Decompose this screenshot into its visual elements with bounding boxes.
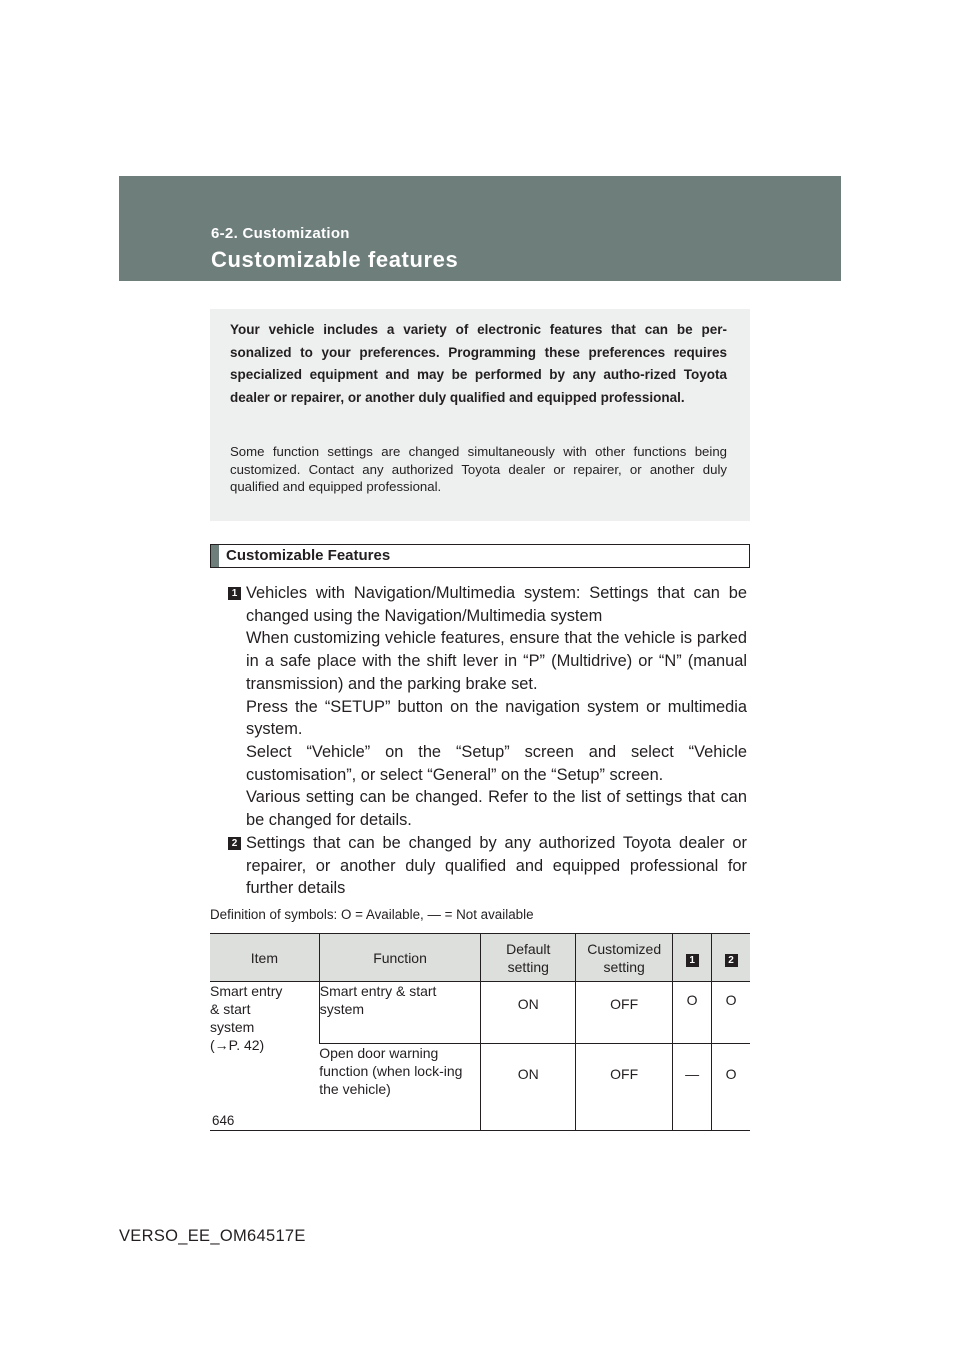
table-row (210, 982, 750, 1044)
customized-cell: OFF (576, 982, 673, 1044)
heading-bar (211, 545, 219, 567)
availability-cell-2: O (712, 1044, 750, 1131)
function-cell: Open door warning function (when lock-ing the vehicle) (319, 1044, 481, 1131)
availability-cell-2: O (712, 982, 750, 1044)
settings-table (210, 933, 750, 1131)
item-line: system (210, 1019, 255, 1035)
intro-note-text: Some function settings are changed simultaneously with other functions being customized. Contact any authorized Toyota dealer or repairer, or another duly qualified and equipped professional. (230, 444, 727, 495)
table-header-row (210, 934, 750, 982)
function-cell: Smart entry & start system (319, 982, 481, 1044)
item-line: & start (210, 1001, 251, 1017)
column-header-customized-text: Customized setting (587, 940, 662, 975)
availability-cell-1: O (673, 982, 712, 1044)
header-band (119, 176, 841, 281)
page-number: 646 (212, 1113, 235, 1128)
item-cell (210, 982, 319, 1131)
page-title: Customizable features (211, 247, 459, 272)
default-cell: ON (481, 982, 576, 1044)
list-paragraph: Settings that can be changed by any authorized Toyota dealer or repairer, or another duly qualified and equipped professional for further details (246, 834, 747, 898)
column-header-1 (673, 934, 712, 982)
list-item-2 (228, 832, 747, 900)
column-header-customized (576, 934, 673, 982)
number-1-icon: 1 (228, 587, 241, 600)
number-1-icon: 1 (686, 954, 699, 967)
section-heading-text: Customizable Features (226, 547, 391, 564)
section-label: 6-2. Customization (211, 225, 350, 242)
customized-cell: OFF (576, 1044, 673, 1131)
number-2-icon: 2 (725, 954, 738, 967)
column-header-2 (712, 934, 750, 982)
column-header-default (481, 934, 576, 982)
list-paragraph: Press the “SETUP” button on the navigation system or multimedia system. (246, 697, 747, 739)
intro-box (210, 309, 750, 521)
list-paragraph: Select “Vehicle” on the “Setup” screen and select “Vehicle customisation”, or select “General” on the “Setup” screen. (246, 742, 747, 784)
list-item-text (246, 832, 747, 900)
availability-cell-1: — (673, 1044, 712, 1131)
document-code: VERSO_EE_OM64517E (119, 1227, 306, 1245)
list-item-1 (228, 582, 747, 832)
list-paragraph: Various setting can be changed. Refer to the list of settings that can be changed for details. (246, 788, 747, 830)
column-header-function: Function (319, 934, 481, 982)
list-paragraph: When customizing vehicle features, ensure that the vehicle is parked in a safe place with the shift lever in “P” (Multidrive) or “N” (manual transmission) and the parking brake set. (246, 629, 747, 693)
list-item-text (246, 582, 747, 832)
section-heading (210, 544, 750, 568)
symbol-definition: Definition of symbols: O = Available, — = Not available (210, 907, 534, 922)
list-paragraph: Vehicles with Navigation/Multimedia system: Settings that can be changed using the Navigation/Multimedia system (246, 584, 747, 625)
intro-bold-text: Your vehicle includes a variety of electronic features that can be per-sonalized to your preferences. Programming these preferences requires specialized equipment and may be performed by any autho-rized Toyota dealer or repairer, or another duly qualified and equipped professional. (230, 322, 727, 405)
item-line: (→P. 42) (210, 1037, 265, 1053)
number-2-icon: 2 (228, 837, 241, 850)
default-cell: ON (481, 1044, 576, 1131)
column-header-item: Item (210, 934, 319, 982)
column-header-default-text: Default setting (506, 940, 551, 975)
item-line: Smart entry (210, 983, 283, 999)
